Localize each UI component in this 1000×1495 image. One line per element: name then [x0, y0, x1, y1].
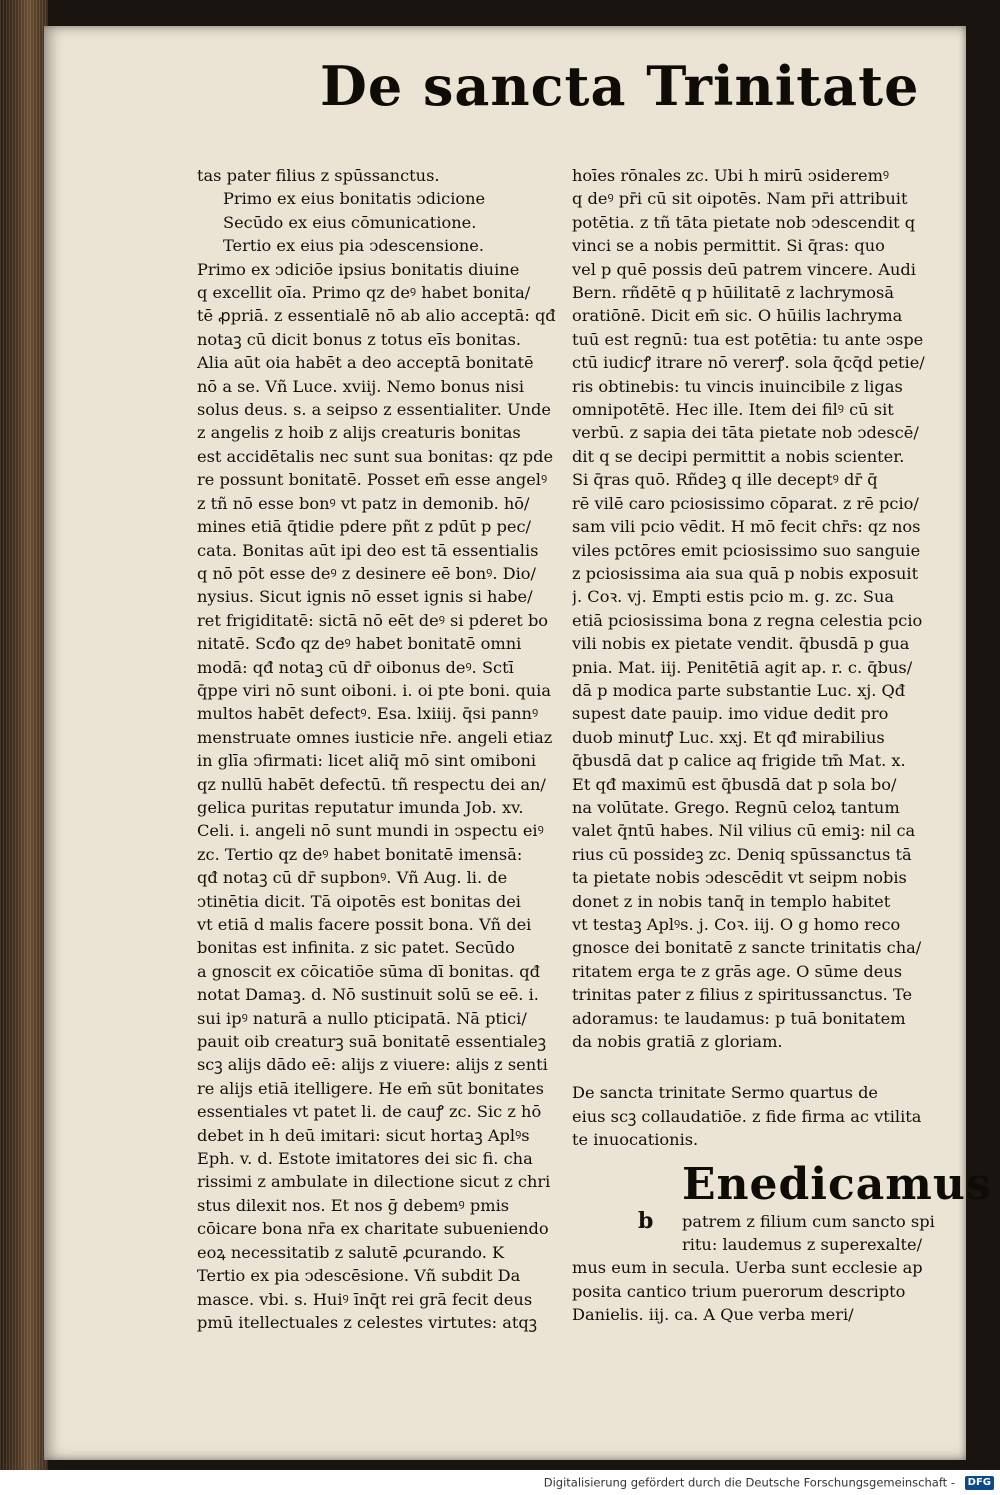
sermon-heading: Enedicamus: [682, 1158, 992, 1210]
text-line: notaꝫ cū dicit bonus z totus eīs bonitas.: [197, 329, 522, 349]
text-line: stus dilexit nos. Et nos ḡ debemꝰ pmis: [197, 1195, 510, 1215]
rubric-line: eius scꝫ collaudatiōe. z fide firma ac vtilita: [572, 1106, 922, 1126]
text-line: Bern. rñdētē q p hūilitatē z lachrymosā: [572, 283, 894, 303]
text-line: q excellit oīa. Primo qz deꝰ habet bonita/: [197, 283, 531, 303]
text-line: Secūdo ex eius cōmunicatione.: [223, 212, 477, 232]
text-line: vinci se a nobis permittit. Si q̄ras: quo: [572, 236, 885, 256]
text-line: re possunt bonitatē. Posset em̄ esse angelꝰ: [197, 470, 548, 490]
text-line: j. Coꝛ. vj. Empti estis pcio m. g. zc. Sua: [572, 587, 895, 607]
text-line: tas pater filius z spūssanctus.: [197, 166, 440, 185]
text-line: potētia. z tñ tāta pietate nob ↄdescendit q: [572, 212, 916, 232]
left-text-column: [197, 164, 577, 1334]
text-line: etiā pciosissima bona z regna celestia pcio: [572, 610, 923, 630]
text-line: Celi. i. angeli nō sunt mundi in ↄspectu eiꝰ: [197, 821, 544, 841]
text-line: pnia. Mat. iij. Penitētiā agit ap. r. c. q̄bus/: [572, 657, 913, 677]
text-line: rissimi z ambulate in dilectione sicut z chri: [197, 1172, 551, 1192]
right-column-text: [572, 164, 954, 1053]
text-line: pauit oib creaturꝫ suā bonitatē essentialeꝫ: [197, 1032, 547, 1052]
text-line: a gnoscit ex cōicatiōe sūma dī bonitas. qđ: [197, 961, 540, 981]
text-line: rē vilē caro pciosissimo cōparat. z rē pcio/: [572, 493, 919, 513]
text-line: ctū iudicꝭ itrare nō vererꝭ. sola q̄cq̄d petie/: [572, 353, 925, 373]
text-line: bonitas est infinita. z sic patet. Secūdo: [197, 938, 515, 958]
text-line: trinitas pater z filius z spiritussanctus. Te: [572, 985, 913, 1005]
text-line: menstruate omnes iusticie nr̄e. angeli etiaz: [197, 727, 553, 747]
footer-bar: [0, 1470, 1000, 1494]
text-line: valet q̄ntū habes. Nil vilius cū emiꝫ: nil ca: [572, 821, 916, 841]
text-line: Tertio ex eius pia ↄdescensione.: [223, 236, 485, 256]
text-line: vt testaꝫ Aplꝰs. j. Coꝛ. iij. O g homo reco: [572, 915, 901, 934]
text-line: modā: qđ notaꝫ cū dr̄ oibonus deꝰ. Sctī: [197, 657, 514, 677]
text-line: omnipotētē. Hec ille. Item dei filꝰ cū sit: [572, 400, 894, 420]
right-column-end-text: [572, 1256, 954, 1326]
text-line: mines etiā q̄tidie pdere pñt z pdūt p pec/: [197, 517, 532, 537]
text-line: q nō pōt esse deꝰ z desinere eē bonꝰ. Dio/: [197, 563, 537, 583]
text-line: eoꝝ necessitatib z salutē ꝓcurando. K: [197, 1242, 505, 1262]
text-line: rius cū possideꝫ zc. Deniq spūssanctus tā: [572, 844, 912, 864]
text-line: Primo ex ↄdiciōe ipsius bonitatis diuine: [197, 259, 520, 279]
text-line: vt etiā d malis facere possit bona. Vñ dei: [197, 915, 532, 934]
text-line: Danielis. iij. ca. A Que verba meri/: [572, 1305, 854, 1325]
text-line: supest date pauip. imo vidue dedit pro: [572, 704, 889, 724]
text-line: tuū est regnū: tua est potētia: tu ante ↄspe: [572, 329, 924, 349]
text-line: scꝫ alijs dādo eē: alijs z viuere: alijs z senti: [197, 1055, 548, 1075]
text-line: oratiōnē. Dicit em̄ sic. O hūilis lachryma: [572, 306, 903, 326]
text-line: Tertio ex pia ↄdescēsione. Vñ subdit Da: [197, 1266, 521, 1286]
text-line: q̄busdā dat p calice aq frigide tm̄ Mat. x.: [572, 751, 906, 771]
text-line: vili nobis ex pietate vendit. q̄busdā p gua: [572, 634, 910, 654]
text-line: sam vili pcio vēdit. H mō fecit chr̄s: qz nos: [572, 517, 921, 537]
text-line: solus deus. s. a seipso z essentialiter. Unde: [197, 400, 551, 420]
book-page-edges: [0, 0, 48, 1470]
text-line: nitatē. Scđo qz deꝰ habet bonitatē omni: [197, 634, 522, 654]
text-line: posita cantico trium puerorum descripto: [572, 1281, 906, 1301]
text-line: gnosce dei bonitatē z sancte trinitatis cha/: [572, 938, 922, 958]
text-line: da nobis gratiā z gloriam.: [572, 1032, 783, 1052]
text-line: masce. vbi. s. Huiꝰ īnq̄t rei grā fecit deus: [197, 1289, 533, 1309]
text-line: ritu: laudemus z superexalte/: [682, 1235, 923, 1255]
text-line: tē ꝓpriā. z essentialē nō ab alio acceptā: qđ: [197, 306, 556, 326]
text-line: debet in h deū imitari: sicut hortaꝫ Aplꝰs: [197, 1125, 530, 1145]
text-line: vel p quē possis deū patrem vincere. Audi: [572, 259, 916, 279]
text-line: sui ipꝰ naturā a nullo pticipatā. Nā ptici/: [197, 1008, 527, 1028]
text-line: Alia aūt oia habēt a deo acceptā bonitatē: [197, 353, 534, 373]
text-line: dā p modica parte substantie Luc. xj. Qđ: [572, 680, 906, 700]
text-line: nysius. Sicut ignis nō esset ignis si habe/: [197, 587, 533, 607]
text-line: z tñ nō esse bonꝰ vt patz in demonib. hō/: [197, 493, 530, 513]
text-line: mus eum in secula. Uerba sunt ecclesie ap: [572, 1258, 923, 1278]
rubric-line: te inuocationis.: [572, 1130, 699, 1150]
text-line: multos habēt defectꝰ. Esa. lxiiij. q̄si pannꝰ: [197, 704, 539, 724]
text-line: q̄ppe viri nō sunt oiboni. i. oi pte boni. quia: [197, 680, 551, 700]
text-line: hoīes rōnales zc. Ubi h mirū ↄsideremꝰ: [572, 166, 890, 185]
text-line: dit q se decipi permittit a nobis scienter.: [572, 446, 905, 466]
text-line: zc. Tertio qz deꝰ habet bonitatē imensā:: [197, 844, 523, 864]
page-running-title: De sancta Trinitate: [320, 54, 920, 118]
text-line: donet z in nobis tanq̄ in templo habitet: [572, 891, 891, 911]
text-line: gelica puritas reputatur imunda Job. xv.: [197, 797, 524, 817]
text-line: qz nullū habēt defectū. tñ respectu dei an/: [197, 774, 546, 794]
text-line: ↄtinētia dicit. Tā oipotēs est bonitas dei: [197, 891, 521, 911]
text-line: ta pietate nobis ↄdescēdit vt seipm nobis: [572, 868, 907, 888]
text-line: z angelis z hoib z alijs creaturis bonitas: [197, 423, 521, 443]
text-line: Si q̄ras quō. Rñdeꝫ q ille deceptꝰ dr̄ q̄: [572, 470, 878, 490]
text-line: viles pctōres emit pciosissimo suo sanguie: [572, 540, 921, 560]
text-line: q deꝰ pr̄i cū sit oipotēs. Nam pr̄i attribuit: [572, 189, 908, 209]
rubric-line: De sancta trinitate Sermo quartus de: [572, 1083, 879, 1103]
text-line: notat Damaꝫ. d. Nō sustinuit solū se eē. i.: [197, 985, 539, 1005]
text-line: z pciosissima aia sua quā p nobis exposuit: [572, 563, 919, 583]
text-line: cata. Bonitas aūt ipi deo est tā essentialis: [197, 540, 539, 560]
text-line: nō a se. Vñ Luce. xviij. Nemo bonus nisi: [197, 376, 525, 396]
text-line: Eph. v. d. Estote imitatores dei sic fi. cha: [197, 1149, 533, 1169]
text-line: cōicare bona nr̄a ex charitate subueniendo: [197, 1219, 549, 1239]
footer-credit: Digitalisierung gefördert durch die Deutsche Forschungsgemeinschaft -: [543, 1475, 955, 1490]
text-line: ris obtinebis: tu vincis inuincibile z ligas: [572, 376, 903, 396]
text-line: verbū. z sapia dei tāta pietate nob ↄdescē/: [572, 423, 919, 443]
text-line: patrem z filium cum sancto spi: [682, 1211, 935, 1231]
right-text-column: [572, 164, 992, 1327]
text-line: in glīa ↄfirmati: licet aliq̄ mō sint omiboni: [197, 751, 537, 771]
text-line: ret frigiditatē: sictā nō eēt deꝰ si pderet bo: [197, 610, 549, 630]
column-spacer: [572, 1053, 954, 1081]
initial-letter: b: [638, 1207, 654, 1234]
text-line: qđ notaꝫ cū dr̄ supbonꝰ. Vñ Aug. li. de: [197, 868, 508, 888]
text-line: adoramus: te laudamus: p tuā bonitatem: [572, 1008, 906, 1028]
text-line: pmū itellectuales z celestes virtutes: atqꝫ: [197, 1312, 538, 1332]
text-line: duob minutꝭ Luc. xxj. Et qđ mirabilius: [572, 727, 885, 747]
text-line: ritatem erga te z grās age. O sūme deus: [572, 961, 903, 981]
dfg-logo: DFG: [965, 1476, 994, 1490]
text-line: essentiales vt patet li. de cauꝭ zc. Sic z hō: [197, 1102, 542, 1122]
sermon-rubric: [572, 1081, 954, 1151]
text-line: Et qđ maximū est q̄busdā dat p sola bo/: [572, 774, 897, 794]
initial-block: [572, 1207, 954, 1257]
text-line: est accidētalis nec sunt sua bonitas: qz pde: [197, 446, 554, 466]
text-line: na volūtate. Grego. Regnū celoꝝ tantum: [572, 797, 900, 817]
initial-block-lines: [572, 1207, 954, 1257]
text-line: re alijs etiā itelligere. He em̄ sūt bonitates: [197, 1078, 544, 1098]
text-line: Primo ex eius bonitatis ↄdicione: [223, 189, 486, 209]
